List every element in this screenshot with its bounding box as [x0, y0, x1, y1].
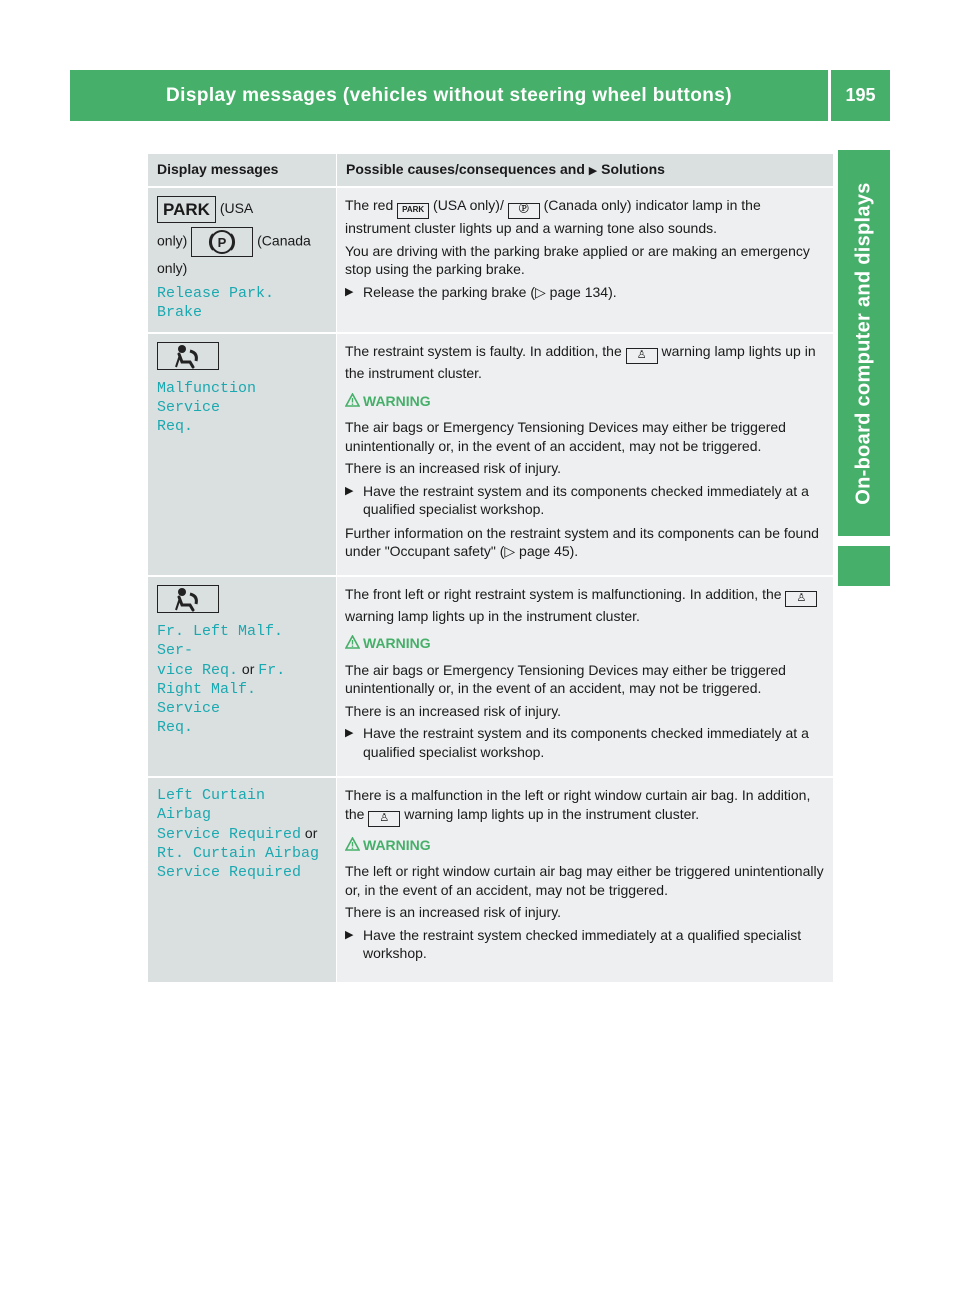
display-message-text: Fr.: [258, 661, 286, 679]
text-segment: Have the restraint system checked immediately at a qualified specialist workshop.: [363, 926, 802, 961]
only-label: only): [157, 260, 188, 276]
column-header-solutions-text: Solutions: [601, 161, 665, 177]
only-label: only): [157, 232, 188, 249]
column-header-causes: [337, 154, 834, 187]
solution-step: [345, 926, 828, 963]
text-segment: warning lamp lights up in the instrument cluster.: [404, 805, 700, 822]
display-message-text: Release Park. Brake: [157, 285, 275, 321]
paragraph: There is an increased risk of injury.: [345, 702, 562, 719]
solution-arrow-icon: ▶: [345, 928, 354, 941]
airbag-inline-icon: ♙: [785, 591, 817, 607]
message-cell: [148, 187, 337, 333]
warning-triangle-icon: [345, 393, 360, 407]
text-segment: Further information on the restraint system and its components can be found under "Occupant safety" (: [345, 524, 819, 559]
warning-label: WARNING: [363, 392, 431, 409]
text-segment: (USA only)/: [433, 197, 504, 213]
or-label: or: [241, 660, 255, 677]
solution-step: [345, 283, 828, 302]
paragraph: There is an increased risk of injury.: [345, 460, 562, 476]
causes-cell: [337, 777, 834, 982]
text-segment: (Canada only) indicator lamp in the instrument cluster lights up and a warning tone also sounds.: [345, 197, 761, 236]
text-segment: warning lamp lights up in the instrument cluster.: [345, 607, 640, 624]
usa-label: (USA: [219, 200, 254, 217]
solution-arrow-icon: ▶: [588, 165, 598, 177]
park-indicator-icon: PARK: [157, 196, 216, 223]
airbag-warning-icon: [157, 342, 219, 370]
paragraph: There is an increased risk of injury.: [345, 904, 562, 920]
display-message-text: Left Curtain Airbag: [157, 787, 266, 823]
table-row: [148, 187, 833, 333]
page-ref-icon: ▷: [535, 283, 546, 300]
park-inline-icon: PARK: [397, 203, 429, 219]
paragraph: The left or right window curtain air bag may either be triggered unintentionally or, in the event of an accident, may not be triggered.: [345, 863, 824, 898]
warning-heading: [345, 392, 828, 411]
paragraph: [345, 524, 828, 561]
canada-label: (Canada: [257, 232, 311, 249]
page-header: [70, 70, 890, 121]
solution-step: [345, 724, 828, 761]
column-header-causes-text: Possible causes/consequences and: [346, 161, 585, 177]
display-message-text: Service Required: [157, 826, 302, 843]
page-number: 195: [845, 85, 876, 105]
paragraph: [345, 585, 828, 626]
text-segment: Have the restraint system and its components checked immediately at a qualified specialist workshop.: [363, 482, 809, 517]
parking-brake-icon: [191, 227, 253, 257]
text-segment: The front left or right restraint system is malfunctioning. In addition, the: [345, 585, 782, 602]
table-row: [148, 576, 833, 778]
display-message-text: Req.: [157, 418, 194, 435]
text-segment: warning lamp lights up in the instrument cluster.: [345, 343, 816, 381]
solution-arrow-icon: ▶: [345, 727, 354, 739]
display-message-text: Service Required: [157, 864, 302, 881]
parking-brake-inline-icon: Ⓟ: [508, 203, 540, 219]
warning-triangle-icon: [345, 837, 360, 851]
message-cell: [148, 576, 337, 778]
table-row: [148, 777, 833, 982]
or-label: or: [304, 825, 318, 841]
display-message-text: Right Malf. Service: [157, 680, 257, 717]
warning-heading: [345, 634, 828, 653]
chapter-tab[interactable]: [838, 150, 890, 536]
text-segment: There is a malfunction in the left or right window curtain air bag. In addition, the: [345, 787, 811, 822]
airbag-inline-icon: ♙: [626, 348, 658, 364]
warning-label: WARNING: [363, 635, 431, 651]
warning-label: WARNING: [363, 836, 431, 853]
table-header-row: [148, 154, 833, 187]
text-segment: Have the restraint system and its components checked immediately at a qualified specialist workshop.: [363, 725, 809, 760]
chapter-marker: [838, 546, 890, 586]
solution-arrow-icon: ▶: [345, 484, 354, 497]
paragraph: [345, 786, 828, 827]
paragraph: [345, 342, 828, 383]
airbag-inline-icon: ♙: [368, 811, 400, 827]
text-segment: Release the parking brake (: [363, 283, 535, 300]
paragraph: The air bags or Emergency Tensioning Devices may either be triggered unintentionally or, in the event of an accident, may not be triggered.: [345, 661, 786, 696]
causes-cell: [337, 187, 834, 333]
display-message-text: Fr. Left Malf. Ser‐: [157, 622, 284, 659]
display-message-text: Malfunction Service: [157, 380, 257, 416]
text-segment: The restraint system is faulty. In addition, the: [345, 343, 622, 359]
page-reference[interactable]: page 45).: [519, 543, 579, 559]
paragraph: The air bags or Emergency Tensioning Devices may either be triggered unintentionally or, in the event of an accident, may not be triggered.: [345, 419, 786, 454]
display-message-text: Req.: [157, 718, 194, 736]
page-ref-icon: ▷: [504, 543, 516, 559]
page-reference[interactable]: page 134).: [549, 283, 617, 300]
chapter-tab-label: On-board computer and displays: [852, 181, 875, 505]
paragraph: You are driving with the parking brake applied or are making an emergency stop using the parking brake.: [345, 242, 810, 277]
solution-arrow-icon: ▶: [345, 285, 354, 298]
display-message-text: Rt. Curtain Airbag: [157, 845, 320, 862]
table-row: [148, 333, 833, 576]
solution-step: [345, 482, 828, 519]
display-messages-table: [148, 154, 833, 982]
text-segment: The red: [345, 197, 394, 213]
warning-triangle-icon: [345, 635, 360, 649]
svg-text:P: P: [217, 235, 227, 250]
message-cell: [148, 333, 337, 576]
airbag-warning-icon: [157, 585, 219, 613]
header-title: Display messages (vehicles without steering wheel buttons): [166, 84, 732, 106]
message-cell: [148, 777, 337, 982]
paragraph: [345, 196, 828, 238]
column-header-display-messages: Display messages: [148, 154, 337, 187]
display-message-text: vice Req.: [157, 661, 239, 679]
causes-cell: [337, 333, 834, 576]
warning-heading: [345, 836, 828, 855]
causes-cell: [337, 576, 834, 778]
